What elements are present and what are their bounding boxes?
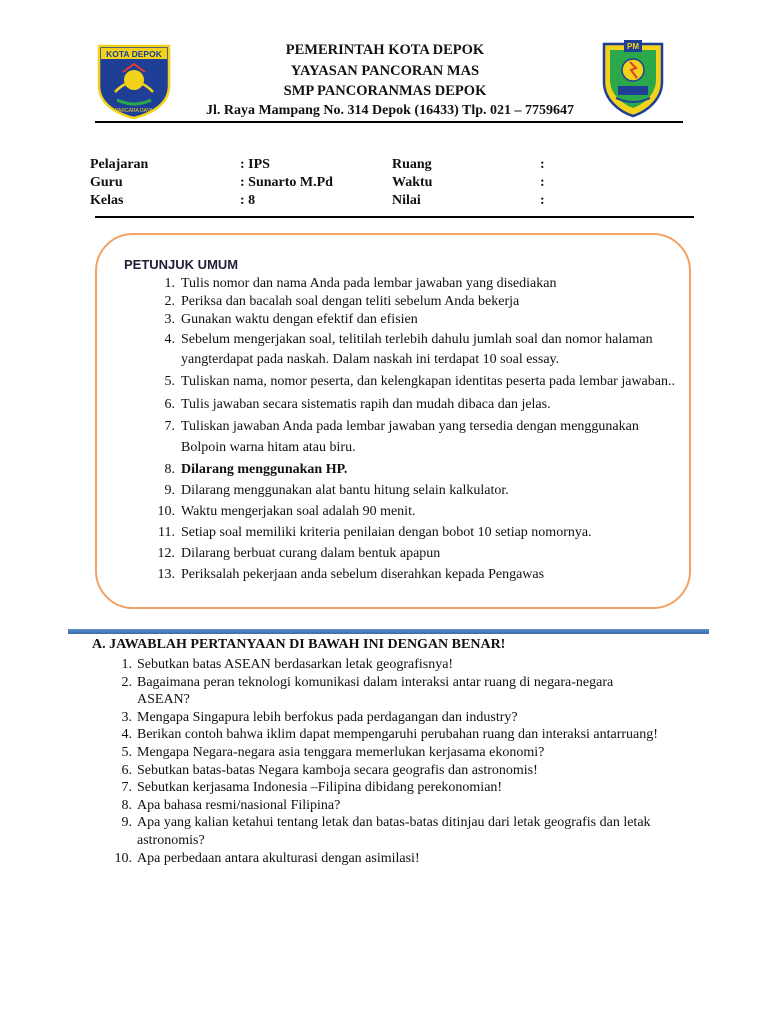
info-label-waktu: Waktu bbox=[392, 175, 433, 190]
list-item bbox=[108, 762, 668, 780]
item-text: Sebelum mengerjakan soal, telitilah terlebih dahulu jumlah soal dan nomor halaman yangterdapat pada naskah. Dalam naskah ini terdapat 10 soal essay. bbox=[181, 332, 653, 367]
question-text: Sebutkan batas-batas Negara kamboja secara geografis dan astronomis! bbox=[137, 762, 538, 778]
item-number: 10. bbox=[157, 504, 175, 519]
item-number: 6. bbox=[164, 397, 175, 412]
kota-depok-motto: PARCARA DAYA bbox=[115, 108, 153, 114]
question-text: Sebutkan batas ASEAN berdasarkan letak geografisnya! bbox=[137, 657, 454, 672]
question-text: Apa yang kalian ketahui tentang letak dan batas-batas ditinjau dari letak geografis dan letak astronomis? bbox=[137, 815, 651, 848]
list-item bbox=[108, 656, 668, 674]
questions-list bbox=[108, 656, 668, 867]
list-item bbox=[108, 726, 668, 744]
question-number: 8. bbox=[121, 797, 132, 813]
info-label-nilai: Nilai bbox=[392, 193, 421, 208]
item-text: Periksa dan bacalah soal dengan teliti sebelum Anda bekerja bbox=[181, 294, 520, 309]
header-line-1: PEMERINTAH KOTA DEPOK bbox=[285, 42, 485, 58]
list-item bbox=[108, 779, 668, 797]
item-number: 7. bbox=[164, 419, 175, 434]
list-item bbox=[155, 293, 675, 311]
info-value-kelas: : 8 bbox=[240, 193, 256, 208]
item-number: 8. bbox=[164, 462, 175, 477]
list-item bbox=[155, 330, 675, 370]
header-divider bbox=[95, 121, 683, 123]
question-number: 7. bbox=[121, 780, 132, 796]
question-text: Mengapa Negara-negara asia tenggara memerlukan kerjasama ekonomi? bbox=[137, 744, 545, 760]
smp-logo-text: PM bbox=[627, 42, 639, 51]
list-item bbox=[108, 744, 668, 762]
item-number: 5. bbox=[164, 374, 175, 389]
item-number: 9. bbox=[164, 483, 175, 498]
item-number: 2. bbox=[164, 294, 175, 309]
list-item bbox=[155, 416, 675, 458]
info-value-ruang: : bbox=[540, 157, 545, 172]
item-text: Waktu mengerjakan soal adalah 90 menit. bbox=[181, 504, 416, 519]
list-item bbox=[108, 797, 668, 815]
item-text: Periksalah pekerjaan anda sebelum diserahkan kepada Pengawas bbox=[181, 567, 545, 582]
item-text: Tuliskan nama, nomor peserta, dan kelengkapan identitas peserta pada lembar jawaban.. bbox=[181, 374, 675, 389]
instructions-list bbox=[155, 275, 675, 584]
question-text: Apa bahasa resmi/nasional Filipina? bbox=[137, 797, 341, 813]
info-label-kelas: Kelas bbox=[90, 193, 124, 208]
list-item bbox=[155, 461, 675, 479]
info-label-ruang: Ruang bbox=[392, 157, 432, 172]
info-label-guru: Guru bbox=[90, 175, 123, 190]
item-text: Tuliskan jawaban Anda pada lembar jawaban yang tersedia dengan menggunakan Bolpoin warna hitam atau biru. bbox=[181, 419, 639, 455]
info-value-nilai: : bbox=[540, 193, 545, 208]
item-number: 13. bbox=[157, 567, 175, 582]
smp-pancoranmas-logo bbox=[590, 34, 676, 120]
list-item bbox=[155, 311, 675, 329]
item-text: Setiap soal memiliki kriteria penilaian dengan bobot 10 setiap nomornya. bbox=[181, 525, 592, 540]
list-item bbox=[155, 396, 675, 414]
list-item bbox=[155, 503, 675, 521]
item-number: 11. bbox=[158, 525, 175, 540]
list-item bbox=[155, 275, 675, 293]
item-text: Dilarang menggunakan alat bantu hitung selain kalkulator. bbox=[181, 483, 509, 498]
list-item bbox=[108, 814, 668, 849]
info-label-pelajaran: Pelajaran bbox=[90, 157, 149, 172]
question-number: 3. bbox=[121, 709, 132, 725]
question-number: 1. bbox=[121, 657, 132, 672]
item-text: Gunakan waktu dengan efektif dan efisien bbox=[181, 312, 418, 327]
question-number: 4. bbox=[121, 727, 132, 743]
list-item bbox=[155, 372, 675, 392]
header-line-3: SMP PANCORANMAS DEPOK bbox=[283, 83, 487, 99]
item-number: 12. bbox=[157, 546, 175, 561]
question-number: 10. bbox=[114, 850, 132, 866]
item-text: Dilarang menggunakan HP. bbox=[181, 462, 348, 477]
header-line-2: YAYASAN PANCORAN MAS bbox=[290, 63, 480, 79]
item-text: Dilarang berbuat curang dalam bentuk apapun bbox=[181, 546, 441, 561]
question-number: 9. bbox=[121, 815, 132, 831]
info-value-guru: : Sunarto M.Pd bbox=[240, 175, 333, 190]
info-divider bbox=[95, 216, 694, 218]
list-item bbox=[108, 709, 668, 727]
list-item bbox=[155, 524, 675, 542]
section-a-title: A. JAWABLAH PERTANYAAN DI BAWAH INI DENGAN BENAR! bbox=[92, 637, 506, 652]
kota-depok-logo bbox=[95, 42, 173, 120]
item-number: 3. bbox=[164, 312, 175, 327]
list-item bbox=[108, 850, 668, 868]
item-text: Tulis jawaban secara sistematis rapih dan mudah dibaca dan jelas. bbox=[181, 397, 551, 412]
instructions-title: PETUNJUK UMUM bbox=[124, 257, 239, 272]
kota-depok-logo-text: KOTA DEPOK bbox=[106, 49, 162, 59]
list-item bbox=[155, 566, 675, 584]
question-text: Berikan contoh bahwa iklim dapat mempengaruhi perubahan ruang dan interaksi antarruang! bbox=[137, 727, 658, 743]
question-text: Bagaimana peran teknologi komunikasi dalam interaksi antar ruang di negara-negara ASEAN? bbox=[137, 674, 614, 708]
question-number: 5. bbox=[121, 744, 132, 760]
item-number: 4. bbox=[164, 332, 175, 347]
item-text: Tulis nomor dan nama Anda pada lembar jawaban yang disediakan bbox=[181, 276, 557, 291]
info-value-pelajaran: : IPS bbox=[240, 157, 270, 172]
question-number: 2. bbox=[121, 674, 132, 690]
question-number: 6. bbox=[121, 762, 132, 778]
question-text: Mengapa Singapura lebih berfokus pada perdagangan dan industry? bbox=[137, 709, 518, 725]
question-text: Apa perbedaan antara akulturasi dengan asimilasi! bbox=[137, 850, 420, 866]
info-value-waktu: : bbox=[540, 175, 545, 190]
item-number: 1. bbox=[164, 276, 175, 291]
list-item bbox=[108, 674, 668, 709]
question-text: Sebutkan kerjasama Indonesia –Filipina dibidang perekonomian! bbox=[137, 780, 503, 796]
list-item bbox=[155, 545, 675, 563]
header-address: Jl. Raya Mampang No. 314 Depok (16433) Tlp. 021 – 7759647 bbox=[205, 103, 575, 118]
list-item bbox=[155, 482, 675, 500]
section-divider bbox=[68, 629, 709, 634]
